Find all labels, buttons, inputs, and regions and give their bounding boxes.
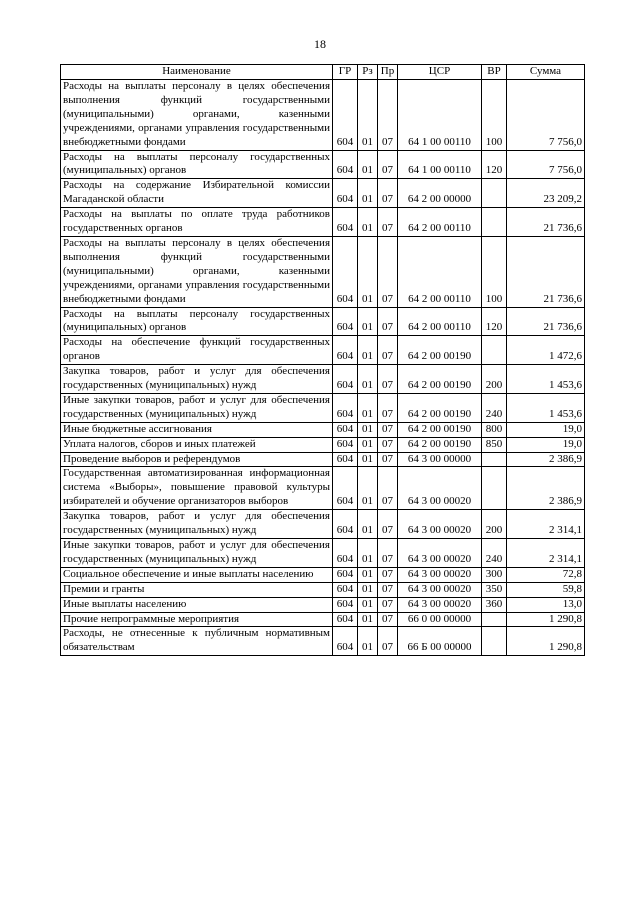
cell-name: Иные бюджетные ассигнования xyxy=(61,422,333,437)
table-row xyxy=(61,236,585,307)
cell-rz: 01 xyxy=(358,336,378,365)
cell-name: Премии и гранты xyxy=(61,582,333,597)
cell-gr: 604 xyxy=(333,539,358,568)
cell-csr: 64 3 00 00020 xyxy=(398,510,482,539)
cell-rz: 01 xyxy=(358,452,378,467)
column-header-gr: ГР xyxy=(333,65,358,80)
cell-csr: 64 3 00 00020 xyxy=(398,582,482,597)
cell-sum: 1 453,6 xyxy=(507,365,585,394)
cell-pr: 07 xyxy=(378,179,398,208)
cell-name: Иные выплаты населению xyxy=(61,597,333,612)
cell-vr: 850 xyxy=(482,437,507,452)
budget-table xyxy=(60,64,585,656)
cell-name: Расходы на выплаты по оплате труда работников государственных органов xyxy=(61,208,333,237)
cell-sum: 19,0 xyxy=(507,422,585,437)
cell-vr: 120 xyxy=(482,307,507,336)
cell-gr: 604 xyxy=(333,422,358,437)
cell-name: Расходы на обеспечение функций государственных органов xyxy=(61,336,333,365)
cell-csr: 64 3 00 00000 xyxy=(398,452,482,467)
cell-gr: 604 xyxy=(333,452,358,467)
cell-name: Расходы на выплаты персоналу в целях обеспечения выполнения функций государственными (муниципальными) органами, казенными учреждениями, органами управления государственными внебюджетными фондами xyxy=(61,80,333,151)
cell-rz: 01 xyxy=(358,597,378,612)
cell-csr: 64 3 00 00020 xyxy=(398,539,482,568)
cell-pr: 07 xyxy=(378,208,398,237)
cell-csr: 64 3 00 00020 xyxy=(398,567,482,582)
cell-rz: 01 xyxy=(358,179,378,208)
cell-vr: 240 xyxy=(482,393,507,422)
cell-rz: 01 xyxy=(358,627,378,656)
table-row xyxy=(61,597,585,612)
cell-name: Иные закупки товаров, работ и услуг для обеспечения государственных (муниципальных) нужд xyxy=(61,393,333,422)
cell-rz: 01 xyxy=(358,612,378,627)
cell-rz: 01 xyxy=(358,467,378,510)
cell-gr: 604 xyxy=(333,307,358,336)
column-header-rz: Рз xyxy=(358,65,378,80)
cell-name: Закупка товаров, работ и услуг для обеспечения государственных (муниципальных) нужд xyxy=(61,510,333,539)
cell-vr xyxy=(482,336,507,365)
cell-csr: 64 2 00 00110 xyxy=(398,307,482,336)
cell-pr: 07 xyxy=(378,336,398,365)
cell-vr: 200 xyxy=(482,510,507,539)
cell-vr xyxy=(482,467,507,510)
cell-sum: 2 386,9 xyxy=(507,467,585,510)
cell-pr: 07 xyxy=(378,365,398,394)
table-header-row xyxy=(61,65,585,80)
cell-vr xyxy=(482,612,507,627)
cell-pr: 07 xyxy=(378,510,398,539)
cell-name: Расходы на выплаты персоналу государственных (муниципальных) органов xyxy=(61,150,333,179)
cell-name: Прочие непрограммные мероприятия xyxy=(61,612,333,627)
cell-sum: 21 736,6 xyxy=(507,236,585,307)
cell-pr: 07 xyxy=(378,597,398,612)
cell-vr: 800 xyxy=(482,422,507,437)
table-row xyxy=(61,627,585,656)
cell-vr: 100 xyxy=(482,80,507,151)
cell-sum: 7 756,0 xyxy=(507,150,585,179)
cell-pr: 07 xyxy=(378,150,398,179)
cell-vr: 100 xyxy=(482,236,507,307)
cell-csr: 64 1 00 00110 xyxy=(398,80,482,151)
cell-csr: 66 Б 00 00000 xyxy=(398,627,482,656)
cell-vr: 350 xyxy=(482,582,507,597)
cell-gr: 604 xyxy=(333,336,358,365)
column-header-pr: Пр xyxy=(378,65,398,80)
cell-sum: 1 290,8 xyxy=(507,627,585,656)
cell-rz: 01 xyxy=(358,365,378,394)
cell-rz: 01 xyxy=(358,236,378,307)
cell-gr: 604 xyxy=(333,627,358,656)
cell-sum: 2 314,1 xyxy=(507,539,585,568)
cell-csr: 64 2 00 00190 xyxy=(398,336,482,365)
cell-name: Уплата налогов, сборов и иных платежей xyxy=(61,437,333,452)
cell-rz: 01 xyxy=(358,393,378,422)
cell-sum: 21 736,6 xyxy=(507,208,585,237)
table-body xyxy=(61,80,585,656)
cell-vr: 300 xyxy=(482,567,507,582)
cell-pr: 07 xyxy=(378,612,398,627)
cell-vr: 360 xyxy=(482,597,507,612)
table-row xyxy=(61,582,585,597)
table-row xyxy=(61,612,585,627)
cell-sum: 2 386,9 xyxy=(507,452,585,467)
cell-vr xyxy=(482,208,507,237)
cell-rz: 01 xyxy=(358,208,378,237)
cell-gr: 604 xyxy=(333,582,358,597)
cell-gr: 604 xyxy=(333,365,358,394)
cell-csr: 64 1 00 00110 xyxy=(398,150,482,179)
cell-gr: 604 xyxy=(333,437,358,452)
cell-vr xyxy=(482,452,507,467)
table-row xyxy=(61,208,585,237)
cell-name: Расходы на выплаты персоналу государственных (муниципальных) органов xyxy=(61,307,333,336)
cell-csr: 64 2 00 00110 xyxy=(398,236,482,307)
cell-name: Закупка товаров, работ и услуг для обеспечения государственных (муниципальных) нужд xyxy=(61,365,333,394)
cell-pr: 07 xyxy=(378,236,398,307)
table-row xyxy=(61,179,585,208)
cell-gr: 604 xyxy=(333,567,358,582)
cell-gr: 604 xyxy=(333,80,358,151)
table-row xyxy=(61,567,585,582)
cell-name: Иные закупки товаров, работ и услуг для обеспечения государственных (муниципальных) нужд xyxy=(61,539,333,568)
cell-gr: 604 xyxy=(333,597,358,612)
cell-pr: 07 xyxy=(378,307,398,336)
table-row xyxy=(61,307,585,336)
cell-gr: 604 xyxy=(333,236,358,307)
table-row xyxy=(61,80,585,151)
cell-name: Социальное обеспечение и иные выплаты населению xyxy=(61,567,333,582)
table-row xyxy=(61,393,585,422)
cell-name: Расходы на выплаты персоналу в целях обеспечения выполнения функций государственными (муниципальными) органами, казенными учреждениями, органами управления государственными внебюджетными фондами xyxy=(61,236,333,307)
cell-pr: 07 xyxy=(378,539,398,568)
cell-csr: 64 2 00 00190 xyxy=(398,365,482,394)
cell-rz: 01 xyxy=(358,539,378,568)
column-header-vr: ВР xyxy=(482,65,507,80)
cell-gr: 604 xyxy=(333,393,358,422)
table-row xyxy=(61,336,585,365)
table-row xyxy=(61,437,585,452)
cell-vr xyxy=(482,627,507,656)
cell-rz: 01 xyxy=(358,150,378,179)
page-number: 18 xyxy=(314,37,326,51)
cell-csr: 64 2 00 00110 xyxy=(398,208,482,237)
cell-vr: 200 xyxy=(482,365,507,394)
cell-gr: 604 xyxy=(333,510,358,539)
cell-name: Расходы, не отнесенные к публичным нормативным обязательствам xyxy=(61,627,333,656)
cell-rz: 01 xyxy=(358,422,378,437)
cell-rz: 01 xyxy=(358,582,378,597)
cell-rz: 01 xyxy=(358,510,378,539)
cell-gr: 604 xyxy=(333,150,358,179)
cell-pr: 07 xyxy=(378,452,398,467)
cell-pr: 07 xyxy=(378,567,398,582)
cell-sum: 2 314,1 xyxy=(507,510,585,539)
table-row xyxy=(61,452,585,467)
cell-csr: 64 3 00 00020 xyxy=(398,467,482,510)
cell-pr: 07 xyxy=(378,627,398,656)
cell-csr: 64 2 00 00000 xyxy=(398,179,482,208)
cell-csr: 64 2 00 00190 xyxy=(398,393,482,422)
cell-pr: 07 xyxy=(378,80,398,151)
cell-sum: 72,8 xyxy=(507,567,585,582)
cell-pr: 07 xyxy=(378,422,398,437)
cell-rz: 01 xyxy=(358,307,378,336)
cell-sum: 19,0 xyxy=(507,437,585,452)
cell-gr: 604 xyxy=(333,179,358,208)
cell-sum: 59,8 xyxy=(507,582,585,597)
cell-sum: 1 453,6 xyxy=(507,393,585,422)
table-row xyxy=(61,510,585,539)
table-row xyxy=(61,150,585,179)
table-row xyxy=(61,365,585,394)
cell-pr: 07 xyxy=(378,393,398,422)
cell-vr xyxy=(482,179,507,208)
cell-gr: 604 xyxy=(333,612,358,627)
cell-name: Расходы на содержание Избирательной комиссии Магаданской области xyxy=(61,179,333,208)
cell-sum: 7 756,0 xyxy=(507,80,585,151)
cell-pr: 07 xyxy=(378,582,398,597)
cell-sum: 13,0 xyxy=(507,597,585,612)
cell-rz: 01 xyxy=(358,80,378,151)
cell-sum: 1 472,6 xyxy=(507,336,585,365)
cell-csr: 64 2 00 00190 xyxy=(398,437,482,452)
cell-name: Государственная автоматизированная информационная система «Выборы», повышение правовой культуры избирателей и обучение организаторов выборов xyxy=(61,467,333,510)
cell-rz: 01 xyxy=(358,567,378,582)
column-header-sum: Сумма xyxy=(507,65,585,80)
cell-pr: 07 xyxy=(378,467,398,510)
table-row xyxy=(61,539,585,568)
column-header-name: Наименование xyxy=(61,65,333,80)
cell-csr: 64 3 00 00020 xyxy=(398,597,482,612)
cell-pr: 07 xyxy=(378,437,398,452)
table-row xyxy=(61,467,585,510)
cell-csr: 66 0 00 00000 xyxy=(398,612,482,627)
cell-name: Проведение выборов и референдумов xyxy=(61,452,333,467)
cell-sum: 1 290,8 xyxy=(507,612,585,627)
cell-csr: 64 2 00 00190 xyxy=(398,422,482,437)
cell-gr: 604 xyxy=(333,467,358,510)
cell-sum: 21 736,6 xyxy=(507,307,585,336)
cell-vr: 120 xyxy=(482,150,507,179)
column-header-csr: ЦСР xyxy=(398,65,482,80)
cell-rz: 01 xyxy=(358,437,378,452)
cell-gr: 604 xyxy=(333,208,358,237)
cell-sum: 23 209,2 xyxy=(507,179,585,208)
cell-vr: 240 xyxy=(482,539,507,568)
table-row xyxy=(61,422,585,437)
